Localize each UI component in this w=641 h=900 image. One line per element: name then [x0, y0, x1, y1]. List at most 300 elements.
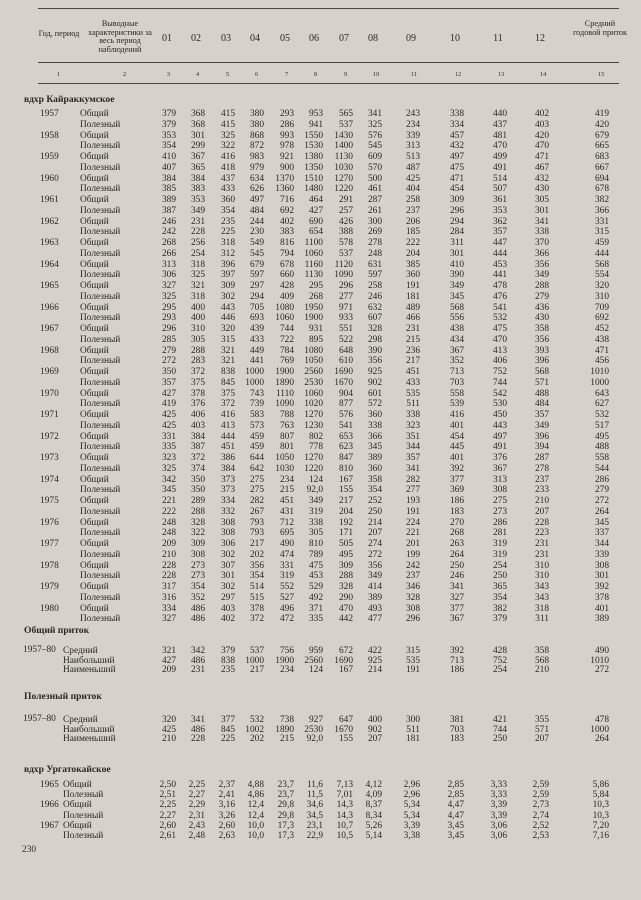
table-cell: 23,1	[306, 820, 323, 831]
table-cell: 223	[534, 528, 549, 539]
header-month-07: 07	[339, 33, 349, 44]
table-cell: 402	[279, 216, 294, 227]
table-cell: 927	[308, 715, 323, 725]
table-cell: 277	[338, 291, 353, 302]
table-cell: 4,47	[447, 810, 464, 821]
table-cell: 325	[161, 291, 176, 302]
table-cell: 11,6	[306, 780, 323, 790]
table-cell: 171	[338, 528, 353, 539]
table-cell: 692	[279, 205, 294, 216]
table-cell: 246	[367, 291, 382, 302]
table-cell: 235	[220, 665, 235, 676]
table-cell: 14,3	[336, 800, 353, 811]
table-cell: 366	[367, 431, 382, 442]
table-cell: 1220	[334, 184, 353, 195]
table-cell: 568	[594, 259, 609, 270]
table-cell: 10,0	[247, 820, 264, 831]
row-type: Полезный	[80, 313, 121, 324]
table-cell: 1690	[334, 655, 353, 666]
table-cell: 413	[492, 345, 507, 356]
table-cell: 352	[449, 356, 464, 367]
table-cell: 979	[249, 162, 264, 173]
table-cell: 375	[220, 388, 235, 399]
table-cell: 385	[161, 184, 176, 195]
table-cell: 286	[279, 119, 294, 130]
table-cell: 295	[161, 302, 176, 313]
table-cell: 354	[161, 141, 176, 152]
row-type: Полезный	[80, 485, 121, 496]
table-cell: 716	[279, 195, 294, 205]
table-cell: 478	[594, 715, 609, 725]
table-cell: 283	[190, 356, 205, 367]
table-cell: 306	[220, 539, 235, 549]
table-cell: 2530	[304, 724, 323, 735]
table-cell: 204	[405, 248, 420, 259]
table-cell: 437	[220, 173, 235, 184]
table-cell: 210	[534, 496, 549, 506]
table-cell: 185	[405, 227, 420, 238]
table-cell: 532	[594, 410, 609, 420]
row-type: Полезный	[80, 506, 121, 517]
table-cell: 321	[161, 646, 176, 656]
row-type: Полезный	[80, 377, 121, 388]
total-period: 1957–80	[23, 645, 56, 655]
row-year: 1962	[40, 216, 59, 227]
table-cell: 272	[594, 496, 609, 506]
table-cell: 345	[594, 517, 609, 528]
table-cell: 301	[449, 248, 464, 259]
table-cell: 470	[338, 603, 353, 614]
row-type: Общий	[80, 582, 109, 592]
table-cell: 12,4	[247, 810, 264, 821]
table-cell: 401	[449, 420, 464, 431]
table-cell: 933	[338, 313, 353, 324]
table-cell: 365	[190, 162, 205, 173]
table-cell: 257	[338, 205, 353, 216]
table-cell: 415	[220, 119, 235, 130]
row-type: Наименьший	[63, 734, 116, 745]
table-cell: 401	[449, 453, 464, 463]
table-cell: 264	[594, 734, 609, 745]
table-cell: 377	[449, 474, 464, 485]
table-cell: 532	[249, 715, 264, 725]
table-cell: 225	[220, 734, 235, 745]
table-cell: 692	[594, 313, 609, 324]
row-type: Общий	[80, 216, 109, 227]
table-cell: 415	[220, 109, 235, 119]
table-cell: 627	[594, 399, 609, 410]
table-cell: 3,06	[490, 831, 507, 841]
table-cell: 366	[594, 205, 609, 216]
table-cell: 931	[308, 324, 323, 334]
table-cell: 422	[367, 646, 382, 656]
row-type: Полезный	[80, 334, 121, 345]
table-cell: 372	[190, 453, 205, 463]
table-cell: 634	[249, 173, 264, 184]
table-cell: 301	[534, 205, 549, 216]
table-cell: 4,88	[247, 780, 264, 790]
table-cell: 302	[220, 291, 235, 302]
table-cell: 459	[594, 238, 609, 248]
table-cell: 2,96	[403, 780, 420, 790]
row-year: 1960	[40, 173, 59, 184]
table-cell: 530	[492, 399, 507, 410]
table-cell: 472	[279, 614, 294, 625]
row-year: 1966	[40, 302, 59, 313]
table-cell: 925	[367, 655, 382, 666]
table-cell: 978	[279, 141, 294, 152]
table-cell: 272	[367, 549, 382, 560]
table-cell: 419	[161, 399, 176, 410]
table-cell: 631	[367, 259, 382, 270]
table-cell: 551	[338, 324, 353, 334]
row-type: Общий	[80, 603, 109, 614]
table-cell: 23,7	[277, 790, 294, 801]
table-cell: 470	[492, 141, 507, 152]
table-cell: 350	[190, 474, 205, 485]
row-type: Средний	[63, 715, 98, 725]
table-cell: 344	[405, 442, 420, 453]
table-cell: 308	[405, 603, 420, 614]
row-type: Полезный	[80, 399, 121, 410]
table-cell: 254	[492, 560, 507, 571]
table-cell: 788	[279, 410, 294, 420]
table-cell: 872	[249, 141, 264, 152]
table-cell: 1550	[304, 130, 323, 141]
table-cell: 1400	[334, 141, 353, 152]
table-cell: 413	[220, 420, 235, 431]
table-cell: 341	[534, 216, 549, 227]
table-cell: 210	[534, 665, 549, 676]
table-cell: 752	[492, 655, 507, 666]
table-cell: 296	[449, 205, 464, 216]
table-cell: 678	[279, 259, 294, 270]
table-cell: 11,5	[306, 790, 323, 801]
table-cell: 296	[338, 281, 353, 291]
table-cell: 345	[161, 485, 176, 496]
row-year: 1970	[40, 388, 59, 399]
row-year: 1968	[40, 345, 59, 356]
table-cell: 334	[449, 119, 464, 130]
row-type: Общий	[80, 410, 109, 420]
table-cell: 2,41	[218, 790, 235, 801]
row-type: Полезный	[80, 227, 121, 238]
table-cell: 441	[492, 270, 507, 281]
table-cell: 400	[367, 715, 382, 725]
table-cell: 1060	[304, 388, 323, 399]
table-cell: 309	[338, 560, 353, 571]
table-cell: 367	[449, 614, 464, 625]
table-cell: 296	[405, 614, 420, 625]
table-cell: 341	[367, 109, 382, 119]
table-cell: 513	[405, 152, 420, 162]
table-cell: 242	[161, 227, 176, 238]
table-cell: 1670	[334, 724, 353, 735]
table-cell: 497	[249, 195, 264, 205]
table-cell: 124	[308, 474, 323, 485]
table-cell: 576	[367, 130, 382, 141]
table-cell: 394	[534, 442, 549, 453]
table-cell: 318	[534, 603, 549, 614]
table-cell: 310	[534, 571, 549, 582]
row-year: 1973	[40, 453, 59, 463]
table-cell: 1010	[590, 655, 609, 666]
table-cell: 167	[338, 665, 353, 676]
table-cell: 356	[367, 356, 382, 367]
table-cell: 313	[405, 141, 420, 152]
table-cell: 1690	[334, 367, 353, 377]
table-cell: 568	[449, 302, 464, 313]
table-cell: 155	[338, 485, 353, 496]
table-cell: 266	[161, 248, 176, 259]
table-cell: 302	[220, 582, 235, 592]
table-cell: 467	[534, 162, 549, 173]
table-cell: 380	[249, 109, 264, 119]
table-cell: 353	[161, 130, 176, 141]
table-cell: 288	[534, 281, 549, 291]
table-cell: 470	[492, 334, 507, 345]
column-number: 9	[344, 71, 348, 78]
table-cell: 334	[220, 496, 235, 506]
table-cell: 451	[220, 442, 235, 453]
row-type: Полезный	[80, 162, 121, 173]
table-cell: 2,25	[188, 780, 205, 790]
table-cell: 354	[220, 205, 235, 216]
table-cell: 250	[492, 734, 507, 745]
table-cell: 250	[492, 571, 507, 582]
table-cell: 845	[220, 377, 235, 388]
header-month-10: 10	[450, 33, 460, 44]
table-cell: 309	[190, 539, 205, 549]
table-cell: 356	[534, 334, 549, 345]
table-cell: 254	[190, 248, 205, 259]
table-cell: 568	[534, 367, 549, 377]
header-month-03: 03	[221, 33, 231, 44]
table-cell: 383	[279, 227, 294, 238]
table-cell: 738	[279, 715, 294, 725]
table-cell: 230	[249, 227, 264, 238]
table-cell: 5,86	[592, 780, 609, 790]
row-type: Полезный	[80, 291, 121, 302]
table-cell: 298	[367, 334, 382, 345]
table-cell: 1090	[275, 399, 294, 410]
colnum-rule	[38, 83, 619, 84]
table-cell: 453	[308, 571, 323, 582]
table-cell: 183	[449, 506, 464, 517]
table-cell: 403	[220, 603, 235, 614]
table-cell: 1430	[334, 130, 353, 141]
table-cell: 433	[249, 334, 264, 345]
table-cell: 349	[534, 420, 549, 431]
table-cell: 305	[308, 528, 323, 539]
table-cell: 380	[249, 119, 264, 130]
table-cell: 244	[249, 216, 264, 227]
table-cell: 231	[190, 216, 205, 227]
table-cell: 379	[492, 614, 507, 625]
table-cell: 278	[534, 463, 549, 474]
table-cell: 444	[594, 248, 609, 259]
table-cell: 3,38	[403, 831, 420, 841]
table-cell: 349	[308, 496, 323, 506]
table-cell: 92,0	[306, 734, 323, 745]
table-cell: 17,3	[277, 831, 294, 841]
table-cell: 2,85	[447, 780, 464, 790]
table-cell: 392	[449, 463, 464, 474]
table-cell: 225	[220, 227, 235, 238]
table-cell: 315	[594, 227, 609, 238]
table-cell: 351	[405, 431, 420, 442]
table-cell: 838	[220, 655, 235, 666]
table-cell: 12,4	[247, 800, 264, 811]
table-cell: 427	[161, 388, 176, 399]
table-cell: 275	[249, 474, 264, 485]
row-year: 1971	[40, 410, 59, 420]
table-cell: 446	[220, 313, 235, 324]
table-cell: 300	[367, 216, 382, 227]
table-cell: 810	[338, 463, 353, 474]
table-cell: 234	[279, 474, 294, 485]
table-cell: 2,60	[218, 820, 235, 831]
table-cell: 396	[534, 431, 549, 442]
table-cell: 535	[405, 388, 420, 399]
table-cell: 29,8	[277, 810, 294, 821]
column-number: 15	[598, 71, 605, 78]
table-cell: 323	[405, 420, 420, 431]
table-cell: 1110	[275, 388, 294, 399]
header-month-11: 11	[493, 33, 503, 44]
table-cell: 609	[367, 152, 382, 162]
table-cell: 845	[220, 724, 235, 735]
table-cell: 338	[308, 517, 323, 528]
table-cell: 535	[405, 655, 420, 666]
table-cell: 210	[161, 549, 176, 560]
table-cell: 267	[249, 506, 264, 517]
column-number: 8	[314, 71, 318, 78]
table-cell: 545	[367, 141, 382, 152]
table-cell: 431	[279, 506, 294, 517]
table-cell: 3,39	[490, 800, 507, 811]
table-cell: 1000	[245, 655, 264, 666]
table-cell: 331	[279, 560, 294, 571]
table-cell: 382	[594, 195, 609, 205]
column-number: 2	[123, 71, 127, 78]
table-cell: 2,29	[188, 800, 205, 811]
table-cell: 1000	[590, 724, 609, 735]
row-year: 1964	[40, 259, 59, 270]
row-year: 1974	[40, 474, 59, 485]
table-cell: 522	[338, 334, 353, 345]
table-cell: 301	[190, 130, 205, 141]
row-type: Общий	[80, 109, 109, 119]
table-cell: 573	[249, 420, 264, 431]
table-cell: 321	[220, 356, 235, 367]
table-cell: 393	[534, 345, 549, 356]
table-cell: 623	[338, 442, 353, 453]
table-cell: 554	[594, 270, 609, 281]
row-type: Полезный	[80, 463, 121, 474]
table-cell: 17,3	[277, 820, 294, 831]
table-cell: 572	[367, 399, 382, 410]
table-cell: 610	[338, 356, 353, 367]
table-cell: 308	[594, 560, 609, 571]
table-cell: 360	[367, 410, 382, 420]
table-cell: 4,12	[365, 780, 382, 790]
table-cell: 199	[405, 549, 420, 560]
table-cell: 558	[594, 453, 609, 463]
table-cell: 1220	[304, 463, 323, 474]
header-month-06: 06	[309, 33, 319, 44]
table-cell: 361	[492, 195, 507, 205]
table-cell: 318	[190, 259, 205, 270]
section-useful-title: Полезный приток	[24, 691, 102, 702]
table-cell: 384	[220, 463, 235, 474]
table-cell: 319	[308, 506, 323, 517]
table-cell: 186	[449, 496, 464, 506]
table-cell: 207	[367, 528, 382, 539]
table-cell: 34,5	[306, 810, 323, 821]
table-cell: 449	[249, 345, 264, 356]
table-cell: 434	[449, 334, 464, 345]
table-cell: 338	[405, 410, 420, 420]
table-cell: 264	[449, 549, 464, 560]
row-year: 1972	[40, 431, 59, 442]
table-cell: 703	[449, 724, 464, 735]
table-cell: 597	[367, 270, 382, 281]
table-cell: 370	[534, 238, 549, 248]
table-cell: 378	[249, 603, 264, 614]
table-cell: 341	[190, 715, 205, 725]
table-cell: 390	[449, 270, 464, 281]
table-cell: 228	[161, 560, 176, 571]
table-cell: 648	[338, 345, 353, 356]
table-cell: 444	[492, 248, 507, 259]
table-cell: 3,45	[447, 820, 464, 831]
table-cell: 437	[492, 119, 507, 130]
table-cell: 722	[279, 334, 294, 345]
table-cell: 489	[405, 302, 420, 313]
table-cell: 496	[279, 603, 294, 614]
table-cell: 445	[449, 442, 464, 453]
table-cell: 371	[308, 603, 323, 614]
table-cell: 309	[220, 281, 235, 291]
header-month-08: 08	[368, 33, 378, 44]
table-cell: 297	[220, 592, 235, 603]
table-cell: 288	[190, 345, 205, 356]
table-cell: 301	[594, 571, 609, 582]
table-cell: 486	[190, 655, 205, 666]
table-cell: 396	[534, 356, 549, 367]
table-cell: 287	[367, 195, 382, 205]
table-cell: 464	[308, 195, 323, 205]
table-cell: 484	[534, 399, 549, 410]
table-cell: 289	[190, 496, 205, 506]
table-cell: 545	[249, 248, 264, 259]
table-cell: 419	[594, 109, 609, 119]
table-cell: 660	[279, 270, 294, 281]
row-type: Общий	[63, 820, 92, 831]
table-cell: 1530	[304, 141, 323, 152]
table-cell: 495	[594, 431, 609, 442]
table-cell: 215	[279, 734, 294, 745]
table-cell: 8,37	[365, 800, 382, 811]
table-cell: 309	[449, 195, 464, 205]
table-cell: 713	[449, 655, 464, 666]
table-cell: 807	[279, 431, 294, 442]
table-cell: 678	[594, 184, 609, 195]
table-cell: 1030	[334, 162, 353, 173]
table-cell: 389	[367, 453, 382, 463]
table-cell: 250	[367, 506, 382, 517]
